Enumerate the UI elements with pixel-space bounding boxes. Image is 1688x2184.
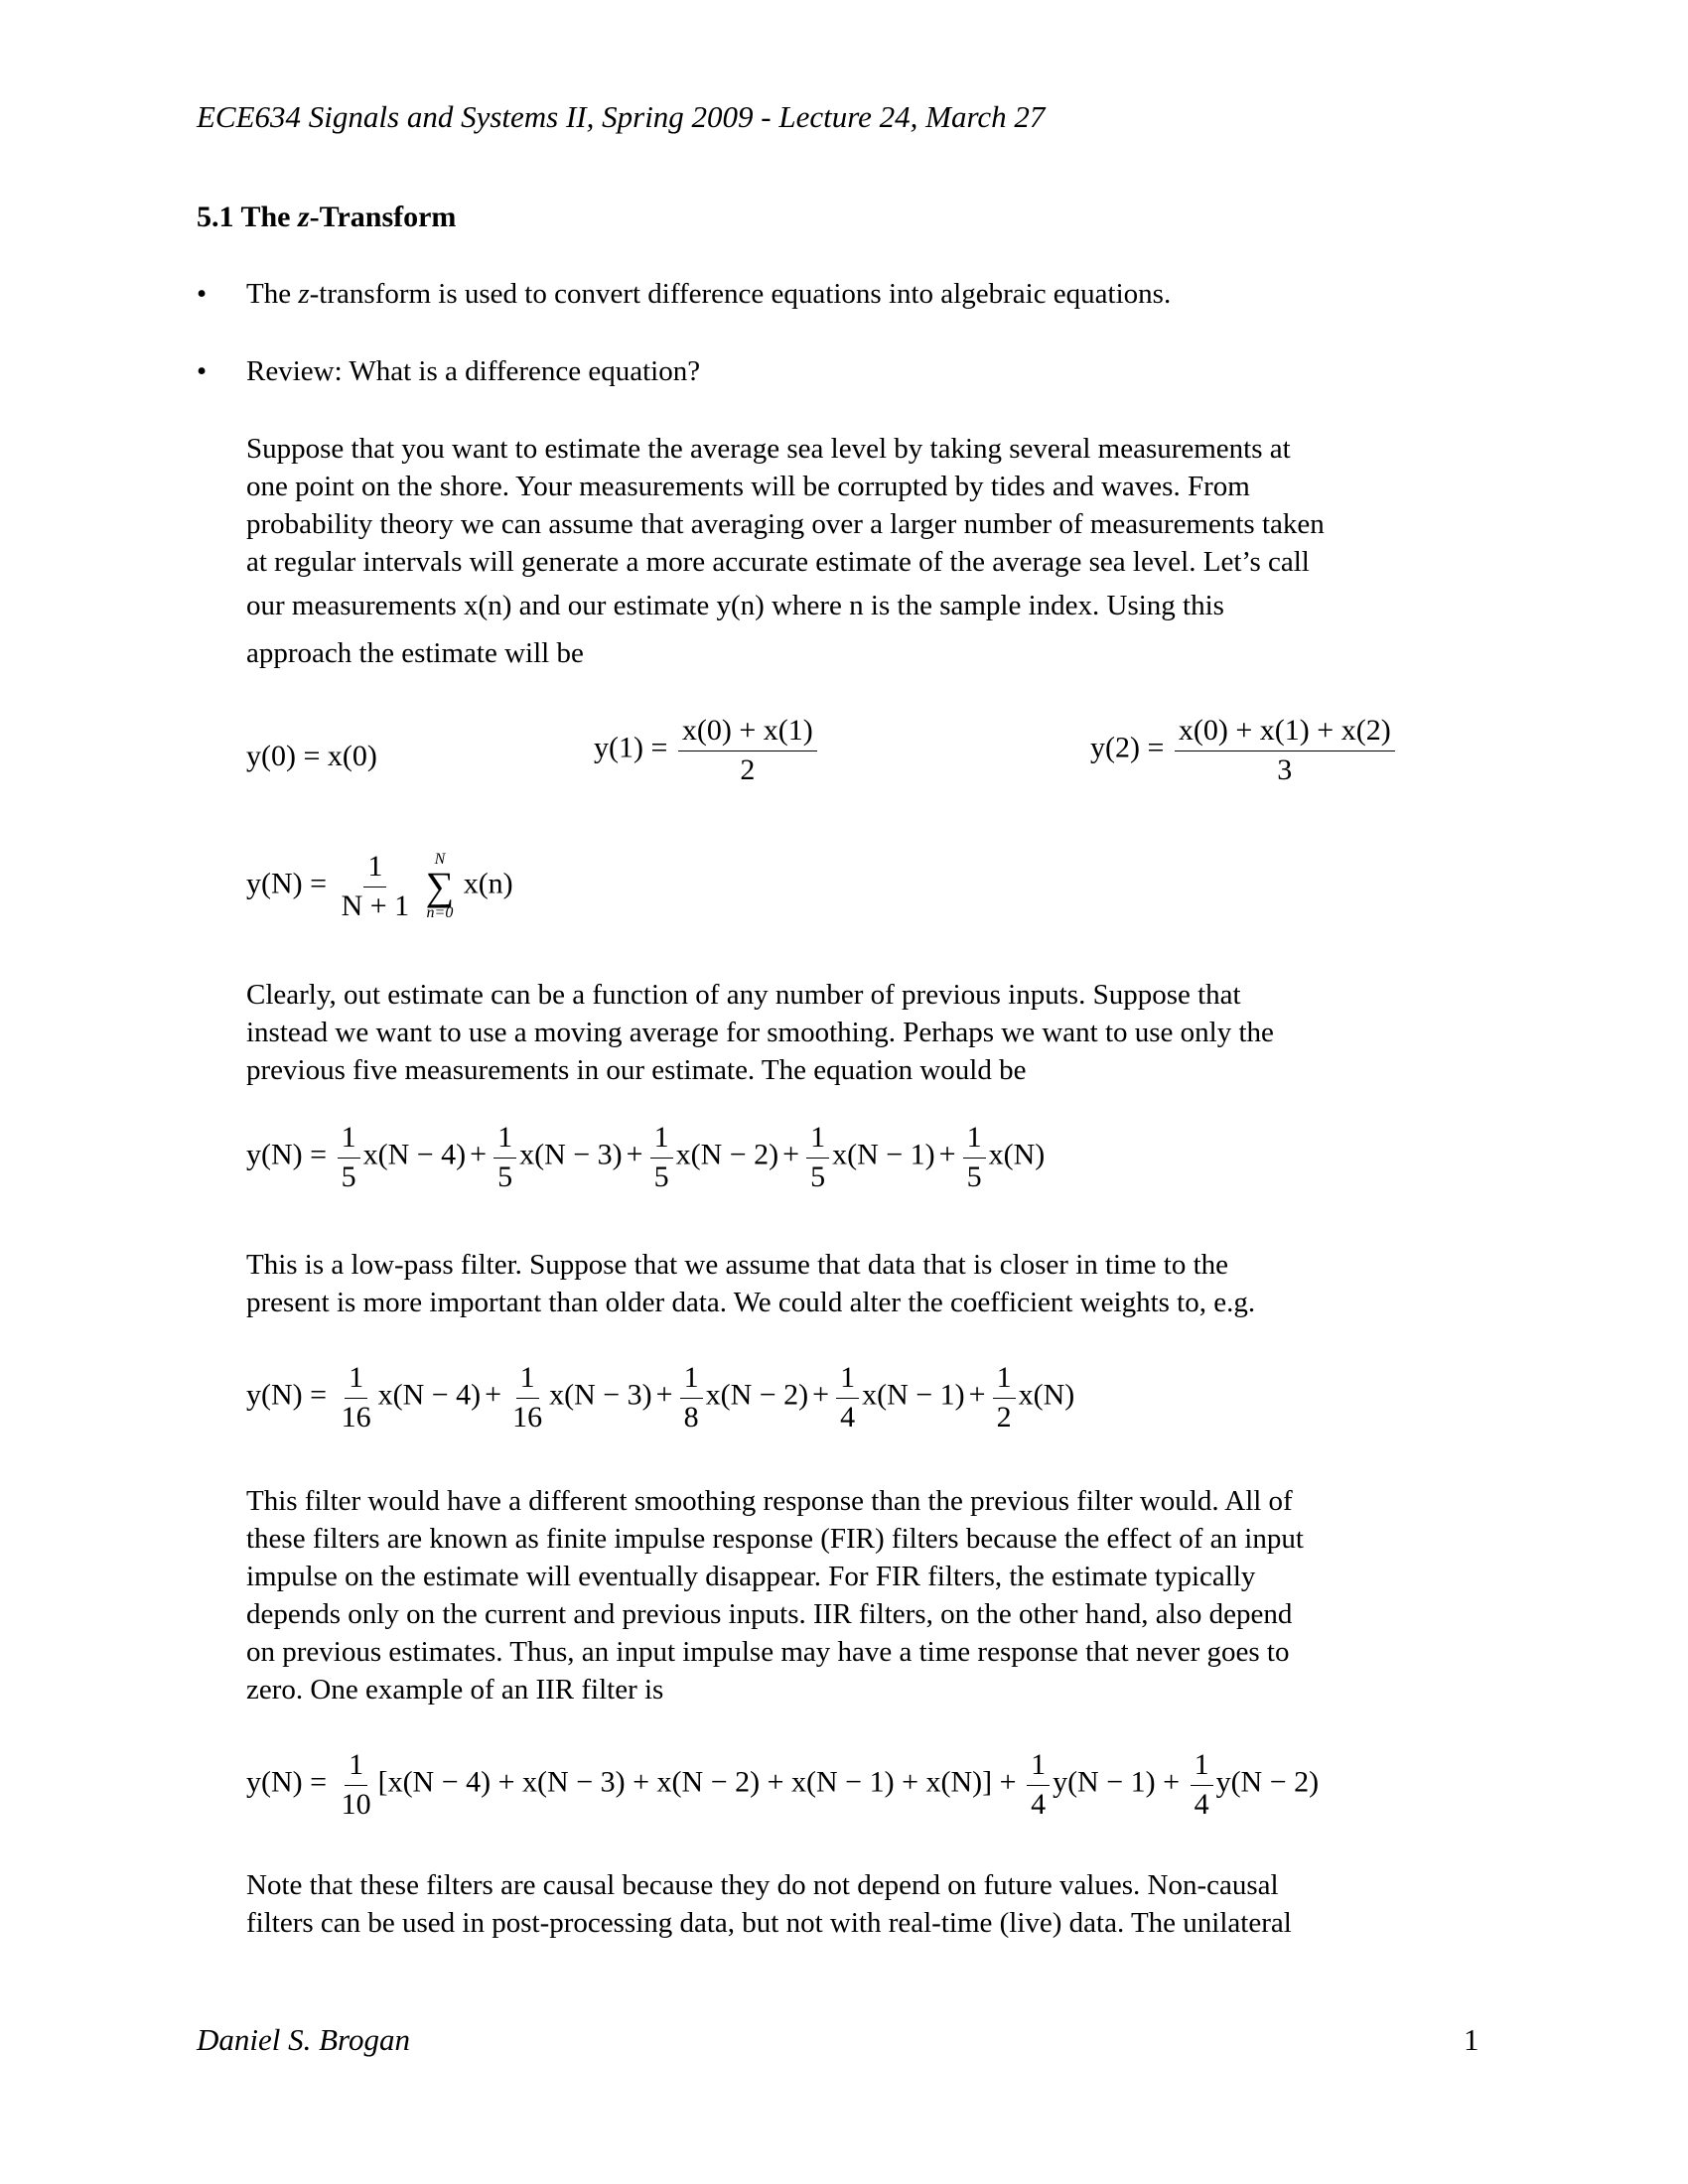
page-number: 1 [1464, 2022, 1479, 2057]
fraction-denominator: 5 [966, 1160, 982, 1193]
summation-lower: n=0 [426, 903, 454, 921]
section-number: 5.1 [197, 201, 234, 233]
bracketed-sum: [x(N − 4) + x(N − 3) + x(N − 2) + x(N − 1) + x(N)] [377, 1765, 993, 1799]
fraction [806, 1120, 829, 1194]
equation-yN-average [246, 849, 513, 923]
fraction-numerator: 1 [345, 1747, 367, 1786]
bullet-text-var: z [298, 278, 310, 310]
fraction [650, 1120, 673, 1194]
paragraph-line: on previous estimates. Thus, an input impulse may have a time response that never goes to [246, 1636, 1290, 1668]
fraction-denominator: 3 [1277, 753, 1293, 786]
fraction-denominator: 2 [740, 753, 756, 786]
fraction-denominator: 5 [497, 1160, 513, 1193]
bullet-icon: • [197, 355, 208, 387]
section-title-before: The [240, 201, 298, 233]
paragraph-line: zero. One example of an IIR filter is [246, 1674, 664, 1706]
fraction [1027, 1747, 1050, 1822]
fraction [338, 1120, 360, 1194]
section-title-after: -Transform [309, 201, 457, 233]
fraction-numerator: x(0) + x(1) + x(2) [1175, 713, 1395, 751]
fraction [338, 1747, 375, 1822]
section-title-var: z [297, 201, 310, 233]
operator: + [1163, 1765, 1181, 1799]
equation-term: x(N − 1) [832, 1138, 935, 1171]
paragraph-line: depends only on the current and previous inputs. IIR filters, on the other hand, also depend [246, 1598, 1293, 1630]
paragraph-line: previous five measurements in our estimate. The equation would be [246, 1054, 1027, 1086]
paragraph-5 [246, 1866, 1487, 1942]
fraction-denominator: N + 1 [341, 889, 410, 922]
running-header: ECE634 Signals and Systems II, Spring 2009 - Lecture 24, March 27 [197, 99, 1046, 134]
fraction-denominator: 16 [512, 1401, 543, 1433]
fraction-numerator: 1 [1191, 1747, 1213, 1786]
fraction-numerator: 1 [516, 1360, 539, 1399]
paragraph-line: Suppose that you want to estimate the average sea level by taking several measurements at [246, 433, 1291, 465]
operator: + [626, 1138, 643, 1171]
paragraph-line: This is a low-pass filter. Suppose that we assume that data that is closer in time to the [246, 1249, 1229, 1281]
fraction-denominator: 4 [840, 1401, 856, 1433]
equation-term: x(N) [1018, 1378, 1075, 1412]
bullet-text-after: -transform is used to convert difference equations into algebraic equations. [309, 278, 1172, 310]
fraction [993, 1360, 1016, 1434]
summation-upper: N [434, 850, 446, 868]
fraction-numerator: 1 [338, 1120, 360, 1159]
fraction-denominator: 10 [341, 1788, 371, 1821]
summation [426, 851, 455, 922]
equation-term: x(N − 3) [519, 1138, 623, 1171]
fraction-numerator: 1 [993, 1360, 1016, 1399]
footer-author: Daniel S. Brogan [197, 2022, 410, 2057]
paragraph-line: impulse on the estimate will eventually disappear. For FIR filters, the estimate typically [246, 1561, 1256, 1592]
operator: + [999, 1765, 1017, 1799]
equation-term: x(N − 1) [862, 1378, 965, 1412]
fraction-denominator: 5 [810, 1160, 826, 1193]
equation-lhs: y(N) = [246, 1138, 328, 1171]
fraction-numerator: 1 [680, 1360, 703, 1399]
fraction-denominator: 4 [1194, 1788, 1209, 1821]
operator: + [470, 1138, 488, 1171]
fraction-denominator: 2 [996, 1401, 1012, 1433]
bullet-icon: • [197, 278, 208, 310]
summation-term: x(n) [463, 867, 513, 900]
fraction [680, 1360, 703, 1434]
equation-moving-average [246, 1120, 1045, 1194]
fraction [963, 1120, 986, 1194]
paragraph-line: Note that these filters are causal because they do not depend on future values. Non-causal [246, 1869, 1279, 1901]
paragraph-line: Clearly, out estimate can be a function of any number of previous inputs. Suppose that [246, 979, 1241, 1011]
section-title [197, 201, 456, 234]
fraction-numerator: 1 [345, 1360, 367, 1399]
equation-lhs: y(2) = [1090, 731, 1165, 764]
equation-weighted-average [246, 1360, 1074, 1434]
feedback-term: y(N − 2) [1215, 1765, 1320, 1799]
fraction [338, 1360, 375, 1434]
paragraph-line: This filter would have a different smoothing response than the previous filter would. All of [246, 1485, 1293, 1517]
fraction [836, 1360, 859, 1434]
fraction [678, 713, 817, 787]
paragraph-line: present is more important than older data. We could alter the coefficient weights to, e.g. [246, 1287, 1256, 1318]
fraction-denominator: 4 [1031, 1788, 1047, 1821]
fraction [508, 1360, 546, 1434]
operator: + [812, 1378, 830, 1412]
operator: + [655, 1378, 673, 1412]
paragraph-line: filters can be used in post-processing data, but not with real-time (live) data. The unilateral [246, 1907, 1292, 1939]
paragraph-3 [246, 1246, 1487, 1321]
fraction-denominator: 5 [341, 1160, 356, 1193]
equation-lhs: y(N) = [246, 867, 328, 900]
fraction-numerator: 1 [650, 1120, 673, 1159]
fraction-numerator: 1 [806, 1120, 829, 1159]
equation-term: x(N − 4) [362, 1138, 467, 1171]
operator: + [938, 1138, 956, 1171]
operator: + [485, 1378, 502, 1412]
paragraph-line: instead we want to use a moving average for smoothing. Perhaps we want to use only the [246, 1017, 1274, 1048]
equation-y1 [594, 713, 820, 787]
equation-y0: y(0) = x(0) [246, 740, 377, 772]
equation-lhs: y(N) = [246, 1765, 328, 1799]
equation-lhs: y(N) = [246, 1378, 328, 1412]
paragraph-2 [246, 976, 1487, 1089]
feedback-term: y(N − 1) [1053, 1765, 1156, 1799]
sigma-icon: ∑ [425, 863, 455, 908]
fraction-numerator: 1 [363, 849, 386, 887]
bullet-text: Review: What is a difference equation? [246, 355, 701, 387]
paragraph-1 [246, 430, 1487, 672]
fraction-numerator: 1 [836, 1360, 859, 1399]
equation-term: x(N) [988, 1138, 1046, 1171]
equation-term: x(N − 2) [705, 1378, 809, 1412]
paragraph-line: at regular intervals will generate a more accurate estimate of the average sea level. Let’s call [246, 546, 1310, 578]
paragraph-line: these filters are known as finite impulse response (FIR) filters because the effect of an input [246, 1523, 1304, 1555]
paragraph-line: our measurements x(n) and our estimate y(n) where n is the sample index. Using this [246, 590, 1224, 621]
paragraph-4 [246, 1482, 1487, 1708]
equation-y2 [1090, 713, 1398, 787]
operator: + [782, 1138, 800, 1171]
paragraph-line: approach the estimate will be [246, 637, 584, 669]
fraction-denominator: 5 [653, 1160, 669, 1193]
fraction-numerator: x(0) + x(1) [678, 713, 817, 751]
paragraph-line: one point on the shore. Your measurements will be corrupted by tides and waves. From [246, 471, 1250, 502]
fraction-numerator: 1 [493, 1120, 516, 1159]
fraction-numerator: 1 [963, 1120, 986, 1159]
fraction [1175, 713, 1395, 787]
equation-iir-filter [246, 1747, 1319, 1822]
paragraph-line: probability theory we can assume that averaging over a larger number of measurements taken [246, 508, 1325, 540]
equation-term: x(N − 3) [549, 1378, 652, 1412]
fraction [1191, 1747, 1213, 1822]
equation-lhs: y(1) = [594, 731, 668, 764]
fraction-denominator: 8 [683, 1401, 699, 1433]
bullet-text [246, 278, 1171, 311]
equation-term: x(N − 2) [675, 1138, 779, 1171]
fraction [338, 849, 414, 923]
fraction-denominator: 16 [341, 1401, 371, 1433]
operator: + [968, 1378, 986, 1412]
bullet-text-before: The [246, 278, 299, 310]
fraction [493, 1120, 516, 1194]
fraction-numerator: 1 [1027, 1747, 1050, 1786]
equation-term: x(N − 4) [377, 1378, 482, 1412]
